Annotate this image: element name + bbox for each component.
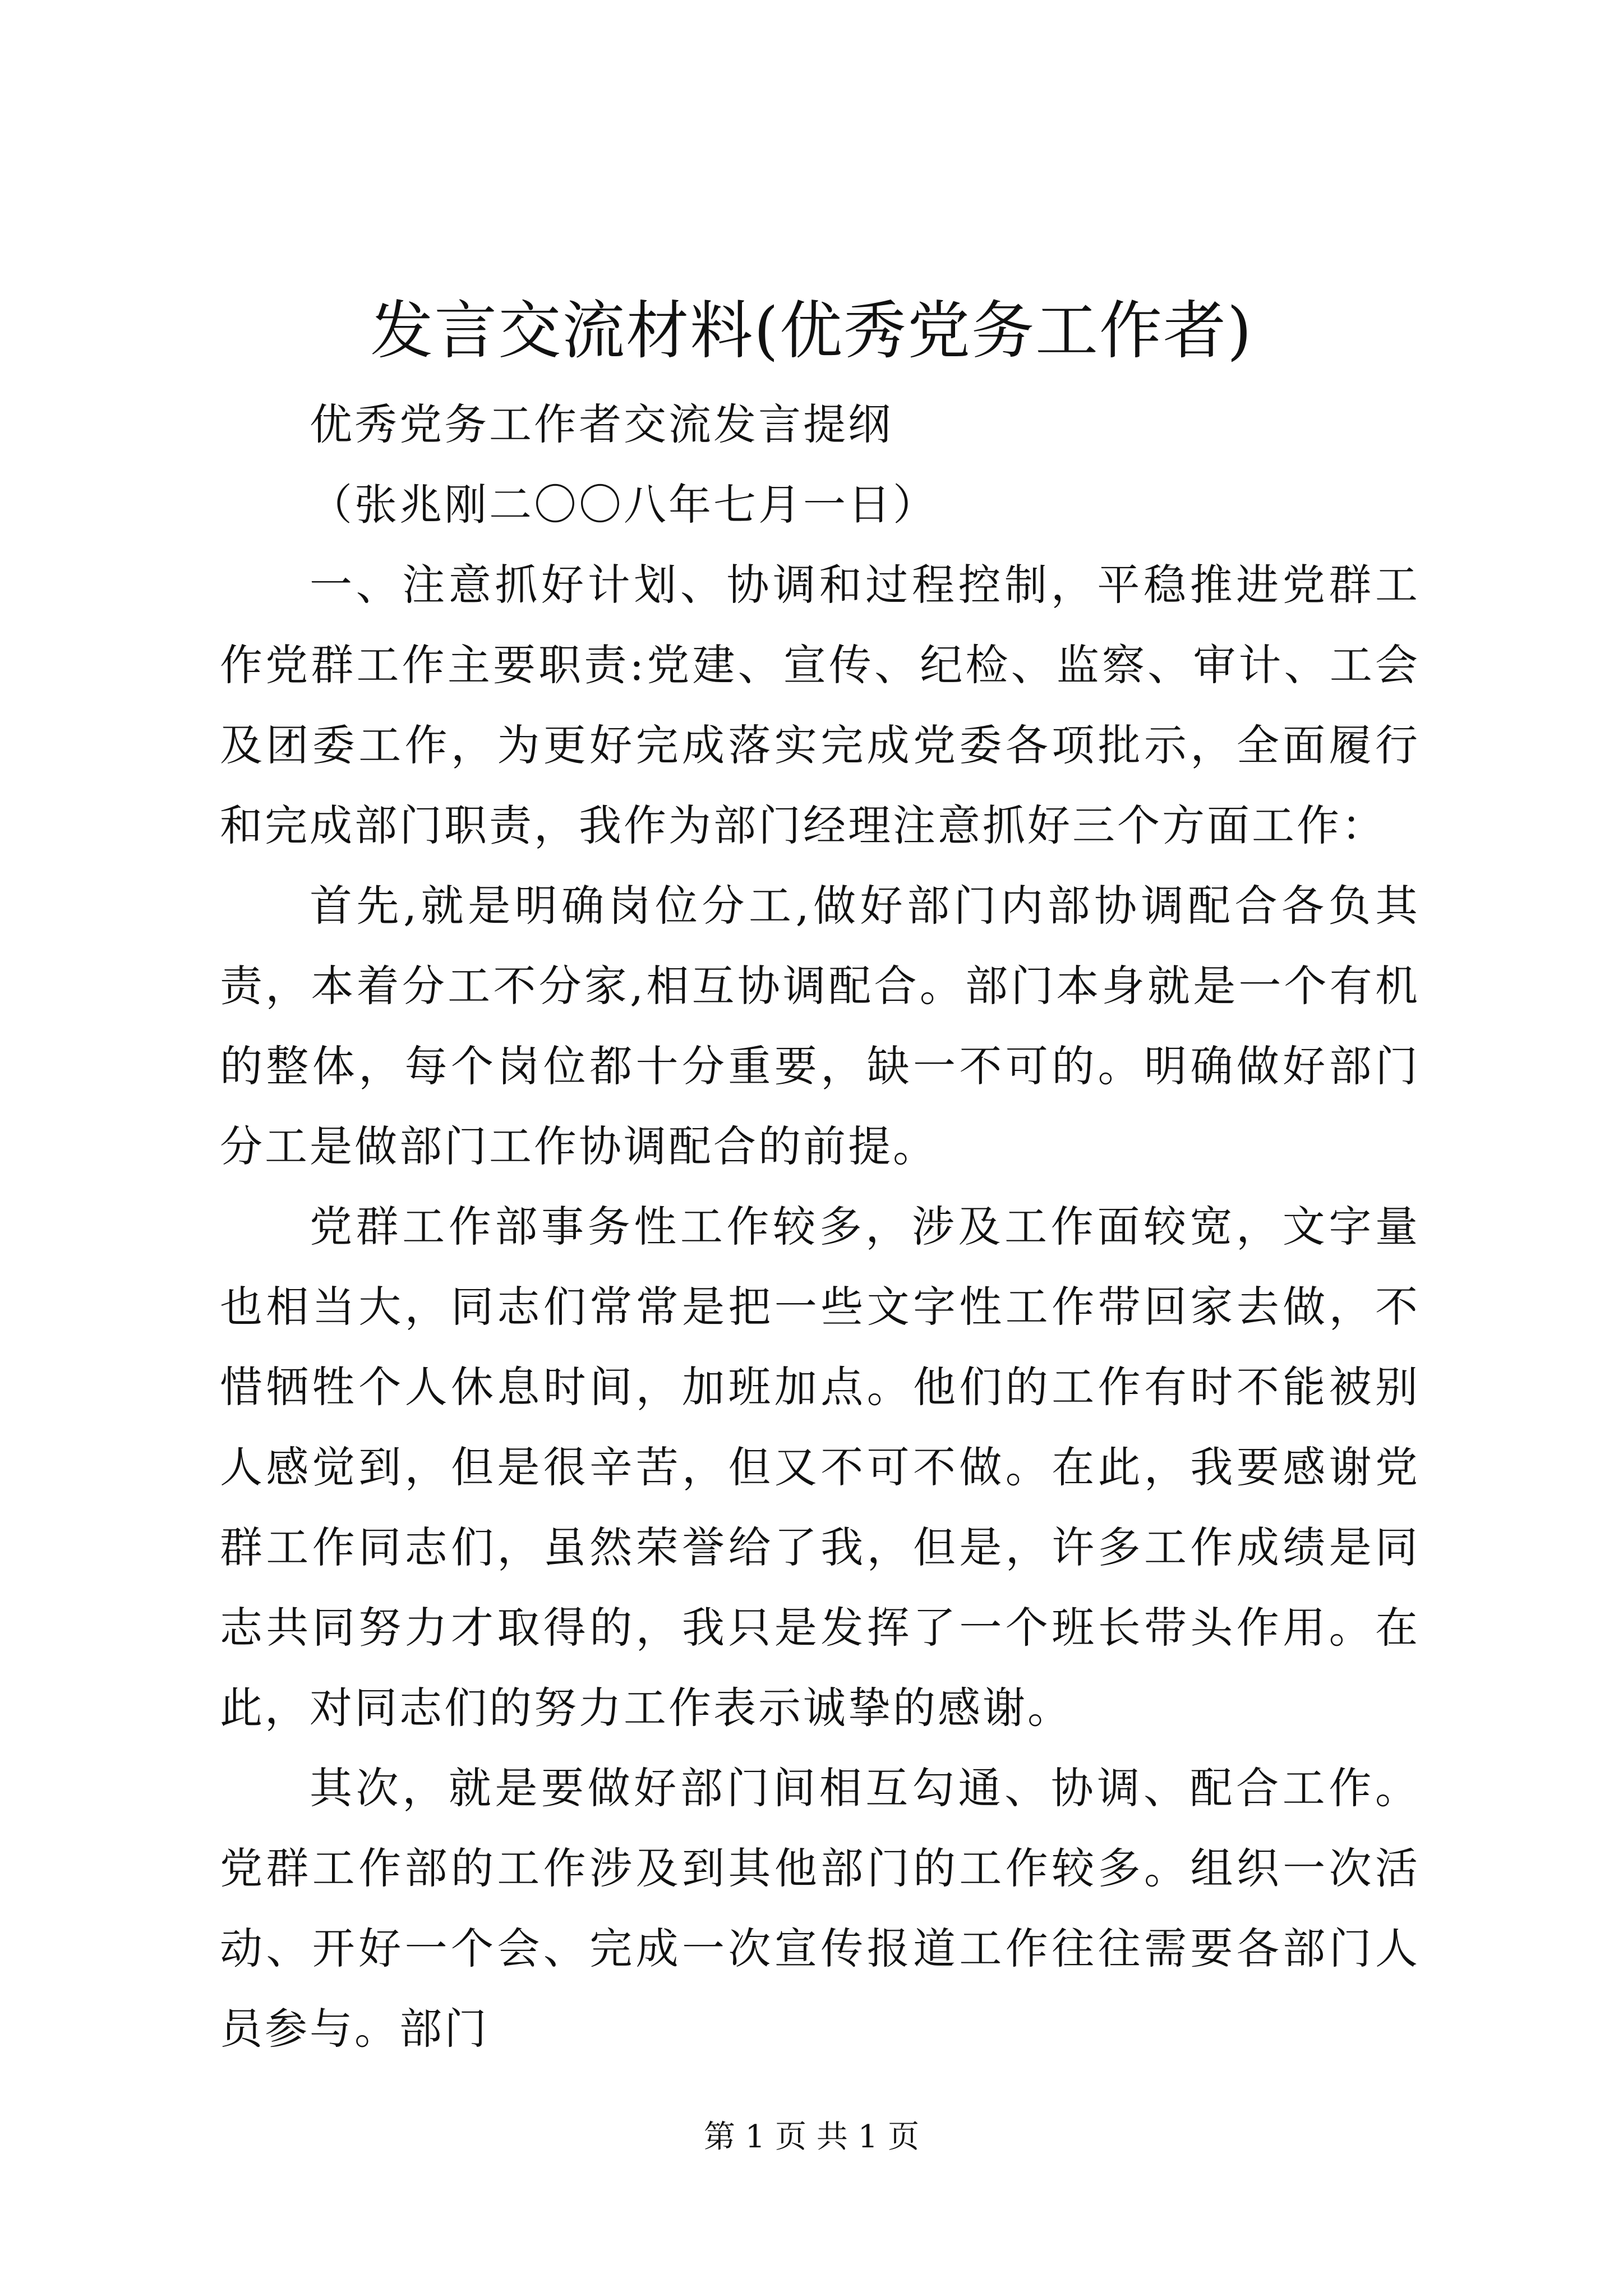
document-title: 发言交流材料(优秀党务工作者)	[370, 295, 1253, 367]
document-body	[220, 384, 1420, 2069]
paragraph-author-date: （张兆刚二〇〇八年七月一日）	[310, 480, 938, 530]
paragraph-thanks: 党群工作部事务性工作较多，涉及工作面较宽，文字量也相当大，同志们常常是把一些文字性工作带回家去做，不惜牺牲个人休息时间，加班加点。他们的工作有时不能被别人感觉到，但是很辛苦，但又不可不做。在此，我要感谢党群工作同志们，虽然荣誉给了我，但是，许多工作成绩是同志共同努力才取得的，我只是发挥了一个班长带头作用。在此，对同志们的努力工作表示诚挚的感谢。	[220, 1202, 1420, 1733]
page-footer: 第 1 页 共 1 页	[703, 2119, 920, 2155]
paragraph-second-point: 其次，就是要做好部门间相互勾通、协调、配合工作。党群工作部的工作涉及到其他部门的工作较多。组织一次活动、开好一个会、完成一次宣传报道工作往往需要各部门人员参与。部门	[220, 1763, 1420, 2054]
paragraph-first-point: 首先,就是明确岗位分工,做好部门内部协调配合各负其责，本着分工不分家,相互协调配合。部门本身就是一个有机的整体，每个岗位都十分重要，缺一不可的。明确做好部门分工是做部门工作协调配合的前提。	[220, 881, 1420, 1171]
paragraph-subtitle: 优秀党务工作者交流发言提纲	[310, 399, 893, 449]
paragraph-section-one: 一、注意抓好计划、协调和过程控制，平稳推进党群工作党群工作主要职责:党建、宣传、纪检、监察、审计、工会及团委工作，为更好完成落实完成党委各项批示，全面履行和完成部门职责，我作为部门经理注意抓好三个方面工作：	[220, 560, 1420, 850]
